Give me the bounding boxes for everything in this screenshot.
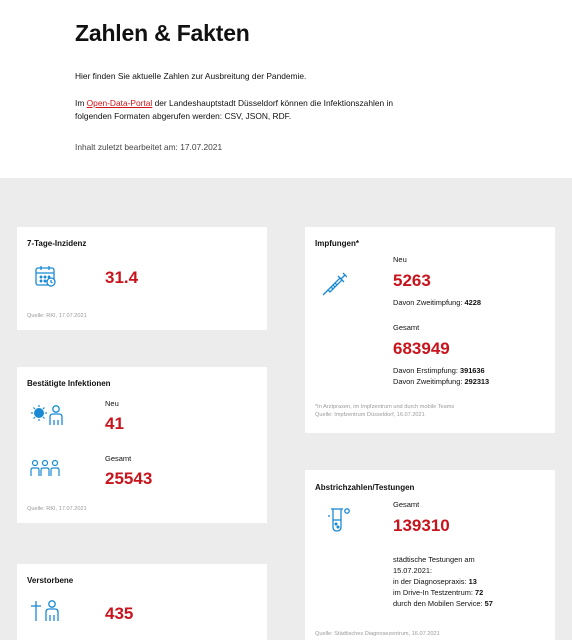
incidence-card bbox=[17, 227, 267, 330]
tests-total-label: Gesamt bbox=[393, 500, 420, 509]
test-tube-icon bbox=[327, 506, 351, 539]
infections-card bbox=[17, 367, 267, 523]
intro-prefix: Im bbox=[75, 98, 87, 108]
intro-text: Hier finden Sie aktuelle Zahlen zur Ausbreitung der Pandemie. bbox=[75, 71, 307, 81]
incidence-source: Quelle: RKI, 17.07.2021 bbox=[27, 313, 87, 319]
tests-card bbox=[305, 470, 555, 640]
vacc-new-value: 5263 bbox=[393, 271, 431, 290]
open-data-portal-link[interactable]: Open-Data-Portal bbox=[86, 98, 153, 108]
new-infections-value: 41 bbox=[105, 414, 124, 433]
cross-person-icon bbox=[29, 599, 61, 628]
vacc-total-second-value: 292313 bbox=[464, 377, 490, 386]
intro-open-data bbox=[75, 97, 393, 123]
vacc-new-second-label: Davon Zweitimpfung: bbox=[393, 298, 465, 307]
card-title: Impfungen* bbox=[315, 239, 359, 248]
vacc-total-first-label: Davon Erstimpfung: bbox=[393, 366, 460, 375]
vacc-total-first-value: 391636 bbox=[459, 366, 485, 375]
syringe-icon bbox=[321, 271, 347, 302]
vacc-total-label: Gesamt bbox=[393, 323, 420, 332]
tests-diagnosepraxis-value: 13 bbox=[468, 577, 477, 586]
vacc-footnote: *In Arztpraxen, im Impfzentrum und durch mobile Teams bbox=[315, 404, 455, 410]
tests-drive-in-label: im Drive-In Testzentrum: bbox=[393, 588, 475, 597]
card-title: Verstorbene bbox=[27, 576, 74, 585]
tests-mobile-label: durch den Mobilen Service: bbox=[393, 599, 485, 608]
virus-person-icon bbox=[30, 403, 64, 432]
tests-detail-date: 15.07.2021: bbox=[393, 566, 433, 575]
infections-source: Quelle: RKI, 17.07.2021 bbox=[27, 506, 87, 512]
last-updated: Inhalt zuletzt bearbeitet am: 17.07.2021 bbox=[75, 142, 223, 152]
card-title: 7-Tage-Inzidenz bbox=[27, 239, 87, 248]
tests-source: Quelle: Städtisches Diagnosezentrum, 16.07.2021 bbox=[315, 631, 440, 637]
deaths-card bbox=[17, 564, 267, 640]
card-title: Bestätigte Infektionen bbox=[27, 379, 111, 388]
vacc-source: Quelle: Impfzentrum Düsseldorf, 16.07.2021 bbox=[315, 412, 425, 418]
vacc-new-second-value: 4228 bbox=[464, 298, 481, 307]
tests-detail bbox=[393, 554, 493, 609]
page-title: Zahlen & Fakten bbox=[75, 20, 250, 46]
incidence-value: 31.4 bbox=[105, 268, 139, 287]
vacc-total-first bbox=[393, 365, 485, 376]
vacc-total-second-label: Davon Zweitimpfung: bbox=[393, 377, 465, 386]
deaths-value: 435 bbox=[105, 604, 134, 623]
tests-detail-line: städtische Testungen am bbox=[393, 555, 475, 564]
total-label: Gesamt bbox=[105, 454, 132, 463]
vaccinations-card bbox=[305, 227, 555, 433]
tests-drive-in-value: 72 bbox=[475, 588, 484, 597]
tests-total-value: 139310 bbox=[393, 516, 450, 535]
intro-formats: folgenden Formaten abgerufen werden: CSV, JSON, RDF. bbox=[75, 111, 292, 121]
tests-mobile-value: 57 bbox=[484, 599, 493, 608]
vacc-new-label: Neu bbox=[393, 255, 407, 264]
total-infections-value: 25543 bbox=[105, 469, 153, 488]
calendar-icon bbox=[34, 264, 58, 293]
vacc-new-second bbox=[393, 297, 481, 308]
new-label: Neu bbox=[105, 399, 119, 408]
vacc-total-second bbox=[393, 376, 489, 387]
tests-diagnosepraxis-label: in der Diagnosepraxis: bbox=[393, 577, 469, 586]
group-icon bbox=[30, 458, 60, 485]
page-header bbox=[0, 0, 572, 178]
card-title: Abstrichzahlen/Testungen bbox=[315, 483, 415, 492]
vacc-total-value: 683949 bbox=[393, 339, 450, 358]
intro-suffix: der Landeshauptstadt Düsseldorf können die Infektionszahlen in bbox=[152, 98, 393, 108]
